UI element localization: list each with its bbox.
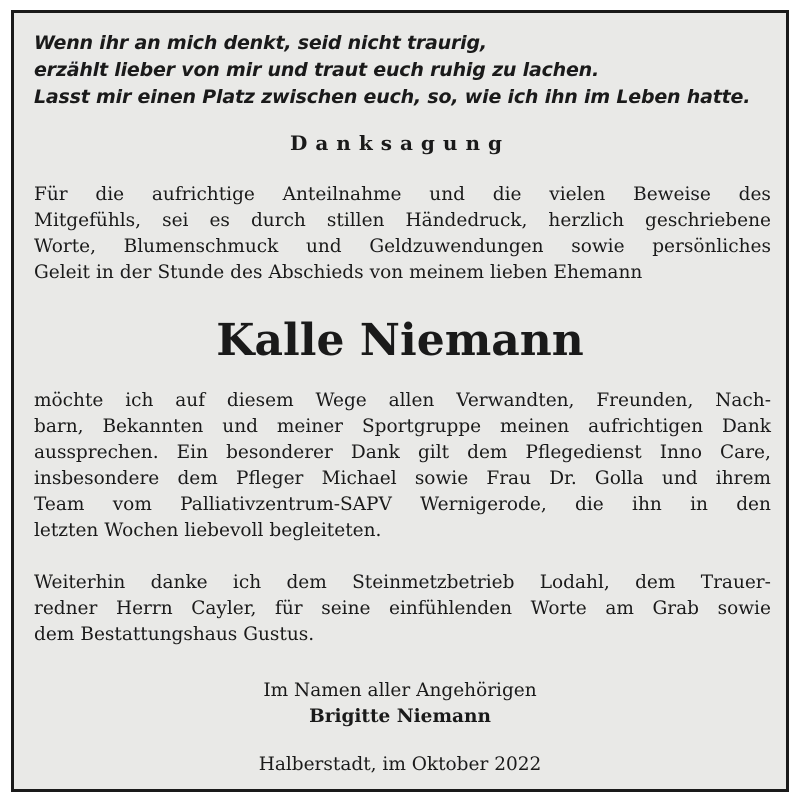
word: Verwandten, bbox=[456, 390, 575, 411]
word: dem bbox=[635, 572, 676, 593]
word: dem bbox=[177, 468, 218, 489]
signature-name: Brigitte Niemann bbox=[309, 706, 491, 727]
paragraph-line bbox=[34, 596, 771, 622]
thanks-paragraph-1 bbox=[34, 182, 771, 286]
word: Herrn bbox=[115, 598, 173, 619]
word: besonderer bbox=[226, 442, 333, 463]
word: die bbox=[95, 184, 125, 205]
paragraph-line bbox=[34, 260, 771, 286]
word: durch bbox=[250, 210, 306, 231]
word: für bbox=[275, 598, 303, 619]
deceased-name: Kalle Niemann bbox=[216, 315, 584, 366]
word: des bbox=[738, 184, 771, 205]
word: am bbox=[605, 598, 634, 619]
heading-danksagung: Danksagung bbox=[290, 131, 510, 155]
paragraph-line bbox=[34, 492, 771, 518]
paragraph-line bbox=[34, 466, 771, 492]
word: sowie bbox=[414, 468, 469, 489]
paragraph-line bbox=[34, 414, 771, 440]
poem-line: erzählt lieber von mir und traut euch ruhig zu lachen. bbox=[34, 59, 600, 81]
word: des bbox=[230, 262, 263, 283]
word: geschriebene bbox=[645, 210, 771, 231]
word: sowie bbox=[717, 598, 771, 619]
word: insbesondere bbox=[34, 468, 160, 489]
word: Weiterhin bbox=[34, 572, 126, 593]
word: Frau bbox=[486, 468, 531, 489]
word: von bbox=[369, 262, 404, 283]
word: ihrem bbox=[715, 468, 771, 489]
word: Worte bbox=[530, 598, 587, 619]
word: barn, bbox=[34, 416, 84, 437]
word: dem bbox=[286, 572, 327, 593]
word: einfühlenden bbox=[389, 598, 512, 619]
word: die bbox=[492, 184, 522, 205]
word: Nach- bbox=[715, 390, 771, 411]
word: Wege bbox=[315, 390, 367, 411]
word: persönliches bbox=[652, 236, 771, 257]
word: Worte, bbox=[34, 236, 97, 257]
word: dem bbox=[34, 624, 75, 645]
word: liebevoll bbox=[184, 520, 264, 541]
word: herzlich bbox=[548, 210, 624, 231]
word: Mitgefühls, bbox=[34, 210, 142, 231]
word: aufrichtige bbox=[151, 184, 255, 205]
word: in bbox=[95, 262, 114, 283]
word: Anteilnahme bbox=[282, 184, 402, 205]
word: und bbox=[222, 416, 258, 437]
paragraph-line bbox=[34, 388, 771, 414]
word: Inno bbox=[659, 442, 702, 463]
paragraph-line bbox=[34, 622, 771, 648]
word: Geldzuwendungen bbox=[369, 236, 544, 257]
word: ich bbox=[232, 572, 262, 593]
word: Dank bbox=[721, 416, 771, 437]
word: Wochen bbox=[104, 520, 179, 541]
word: Golla bbox=[594, 468, 644, 489]
word: meinem bbox=[409, 262, 484, 283]
poem-line: Wenn ihr an mich denkt, seid nicht traurig, bbox=[34, 32, 487, 54]
word: sowie bbox=[571, 236, 625, 257]
word: Händedruck, bbox=[405, 210, 528, 231]
word: Abschieds bbox=[268, 262, 364, 283]
word: möchte bbox=[34, 390, 104, 411]
word: aussprechen. bbox=[34, 442, 159, 463]
memorial-poem bbox=[34, 30, 774, 111]
word: danke bbox=[150, 572, 208, 593]
word: Michael bbox=[321, 468, 397, 489]
word: Für bbox=[34, 184, 68, 205]
word: Pfleger bbox=[236, 468, 304, 489]
word: ich bbox=[125, 390, 154, 411]
word: vom bbox=[112, 494, 152, 515]
poem-line: Lasst mir einen Platz zwischen euch, so, wie ich ihn im Leben hatte. bbox=[34, 86, 751, 108]
word: Beweise bbox=[633, 184, 711, 205]
word: lieben bbox=[490, 262, 548, 283]
word: redner bbox=[34, 598, 98, 619]
word: Care, bbox=[720, 442, 771, 463]
word: Stunde bbox=[157, 262, 225, 283]
word: vielen bbox=[549, 184, 606, 205]
word: Ein bbox=[176, 442, 208, 463]
word: und bbox=[661, 468, 698, 489]
word: seine bbox=[321, 598, 371, 619]
word: auf bbox=[175, 390, 206, 411]
place-date: Halberstadt, im Oktober 2022 bbox=[258, 754, 542, 775]
word: die bbox=[575, 494, 604, 515]
word: diesem bbox=[226, 390, 294, 411]
word: Grab bbox=[652, 598, 699, 619]
paragraph-line bbox=[34, 208, 771, 234]
word: Blumenschmuck bbox=[123, 236, 279, 257]
word: dem bbox=[467, 442, 508, 463]
word: begleiteten. bbox=[269, 520, 382, 541]
word: Pflegedienst bbox=[525, 442, 642, 463]
thanks-paragraph-3 bbox=[34, 570, 771, 648]
word: Team bbox=[34, 494, 85, 515]
paragraph-line bbox=[34, 518, 771, 544]
paragraph-line bbox=[34, 570, 771, 596]
word: letzten bbox=[34, 520, 99, 541]
word: Ehemann bbox=[553, 262, 643, 283]
word: Dank bbox=[350, 442, 400, 463]
word: meiner bbox=[276, 416, 344, 437]
word: sei bbox=[162, 210, 189, 231]
word: den bbox=[736, 494, 771, 515]
word: Sportgruppe bbox=[361, 416, 482, 437]
word: Palliativzentrum-SAPV bbox=[180, 494, 392, 515]
word: gilt bbox=[417, 442, 450, 463]
word: der bbox=[119, 262, 152, 283]
word: Freunden, bbox=[596, 390, 694, 411]
word: allen bbox=[388, 390, 435, 411]
word: und bbox=[305, 236, 342, 257]
word: aufrichtigen bbox=[588, 416, 704, 437]
obituary-card bbox=[11, 10, 789, 792]
word: Bekannten bbox=[102, 416, 204, 437]
word: ihn bbox=[632, 494, 662, 515]
word: meinen bbox=[500, 416, 570, 437]
thanks-paragraph-2 bbox=[34, 388, 771, 544]
word: Wernigerode, bbox=[420, 494, 547, 515]
word: in bbox=[690, 494, 708, 515]
paragraph-line bbox=[34, 234, 771, 260]
word: Geleit bbox=[34, 262, 90, 283]
paragraph-line bbox=[34, 182, 771, 208]
word: Dr. bbox=[549, 468, 577, 489]
word: und bbox=[429, 184, 465, 205]
paragraph-line bbox=[34, 440, 771, 466]
word: Lodahl, bbox=[539, 572, 610, 593]
word: Gustus. bbox=[243, 624, 315, 645]
word: Bestattungshaus bbox=[80, 624, 238, 645]
word: Trauer- bbox=[700, 572, 771, 593]
word: es bbox=[209, 210, 230, 231]
signature-intro: Im Namen aller Angehörigen bbox=[263, 680, 537, 701]
word: Steinmetzbetrieb bbox=[352, 572, 515, 593]
word: Cayler, bbox=[191, 598, 257, 619]
word: stillen bbox=[326, 210, 385, 231]
